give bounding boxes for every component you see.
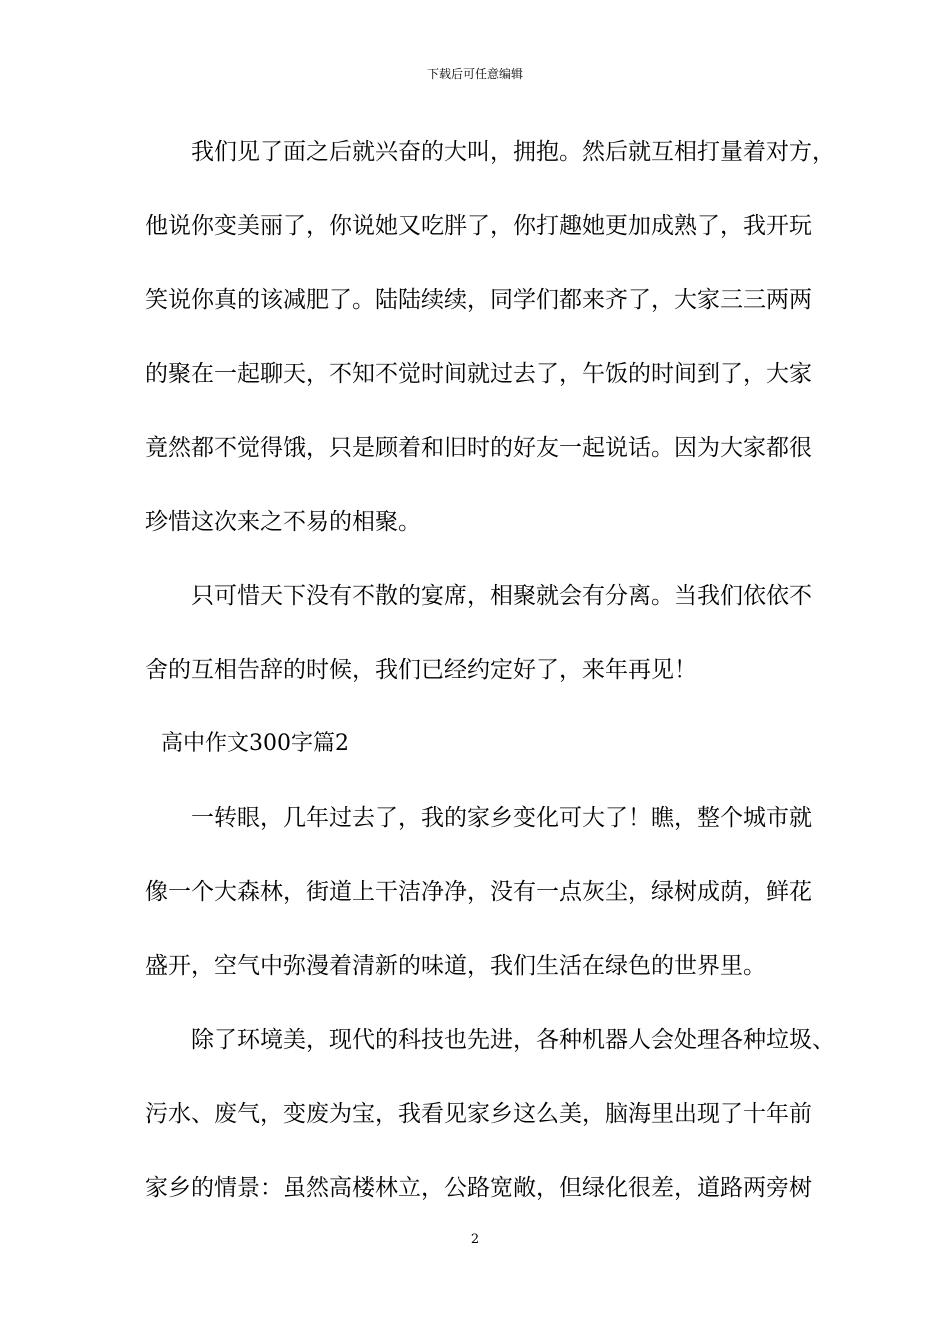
text-line: 珍惜这次来之不易的相聚。	[145, 509, 421, 535]
text-line: 的聚在一起聊天，不知不觉时间就过去了，午饭的时间到了，大家	[145, 361, 812, 387]
text-line: 家乡的情景：虽然高楼林立，公路宽敞，但绿化很差，道路两旁树	[145, 1175, 812, 1201]
page-header: 下载后可任意编辑	[426, 67, 523, 81]
text-line: 像一个大森林，街道上干洁净净，没有一点灰尘，绿树成荫，鲜花	[145, 879, 812, 905]
text-line: 除了环境美，现代的科技也先进，各种机器人会处理各种垃圾、	[191, 1027, 835, 1053]
text-line: 盛开，空气中弥漫着清新的味道，我们生活在绿色的世界里。	[145, 953, 766, 979]
text-line: 一转眼，几年过去了，我的家乡变化可大了！瞧，整个城市就	[191, 805, 812, 831]
text-line: 笑说你真的该减肥了。陆陆续续，同学们都来齐了，大家三三两两	[145, 287, 812, 313]
text-line: 竟然都不觉得饿，只是顾着和旧时的好友一起说话。因为大家都很	[145, 435, 812, 461]
section-heading: 高中作文300字篇2	[161, 731, 349, 756]
document-body	[145, 130, 835, 1240]
text-line: 只可惜天下没有不散的宴席，相聚就会有分离。当我们依依不	[191, 583, 812, 609]
text-line: 污水、废气，变废为宝，我看见家乡这么美，脑海里出现了十年前	[145, 1101, 812, 1127]
text-line: 我们见了面之后就兴奋的大叫，拥抱。然后就互相打量着对方，	[191, 139, 835, 165]
page-number: 2	[470, 1232, 480, 1247]
text-line: 舍的互相告辞的时候，我们已经约定好了，来年再见！	[145, 657, 697, 683]
text-line: 他说你变美丽了，你说她又吃胖了，你打趣她更加成熟了，我开玩	[145, 213, 812, 239]
